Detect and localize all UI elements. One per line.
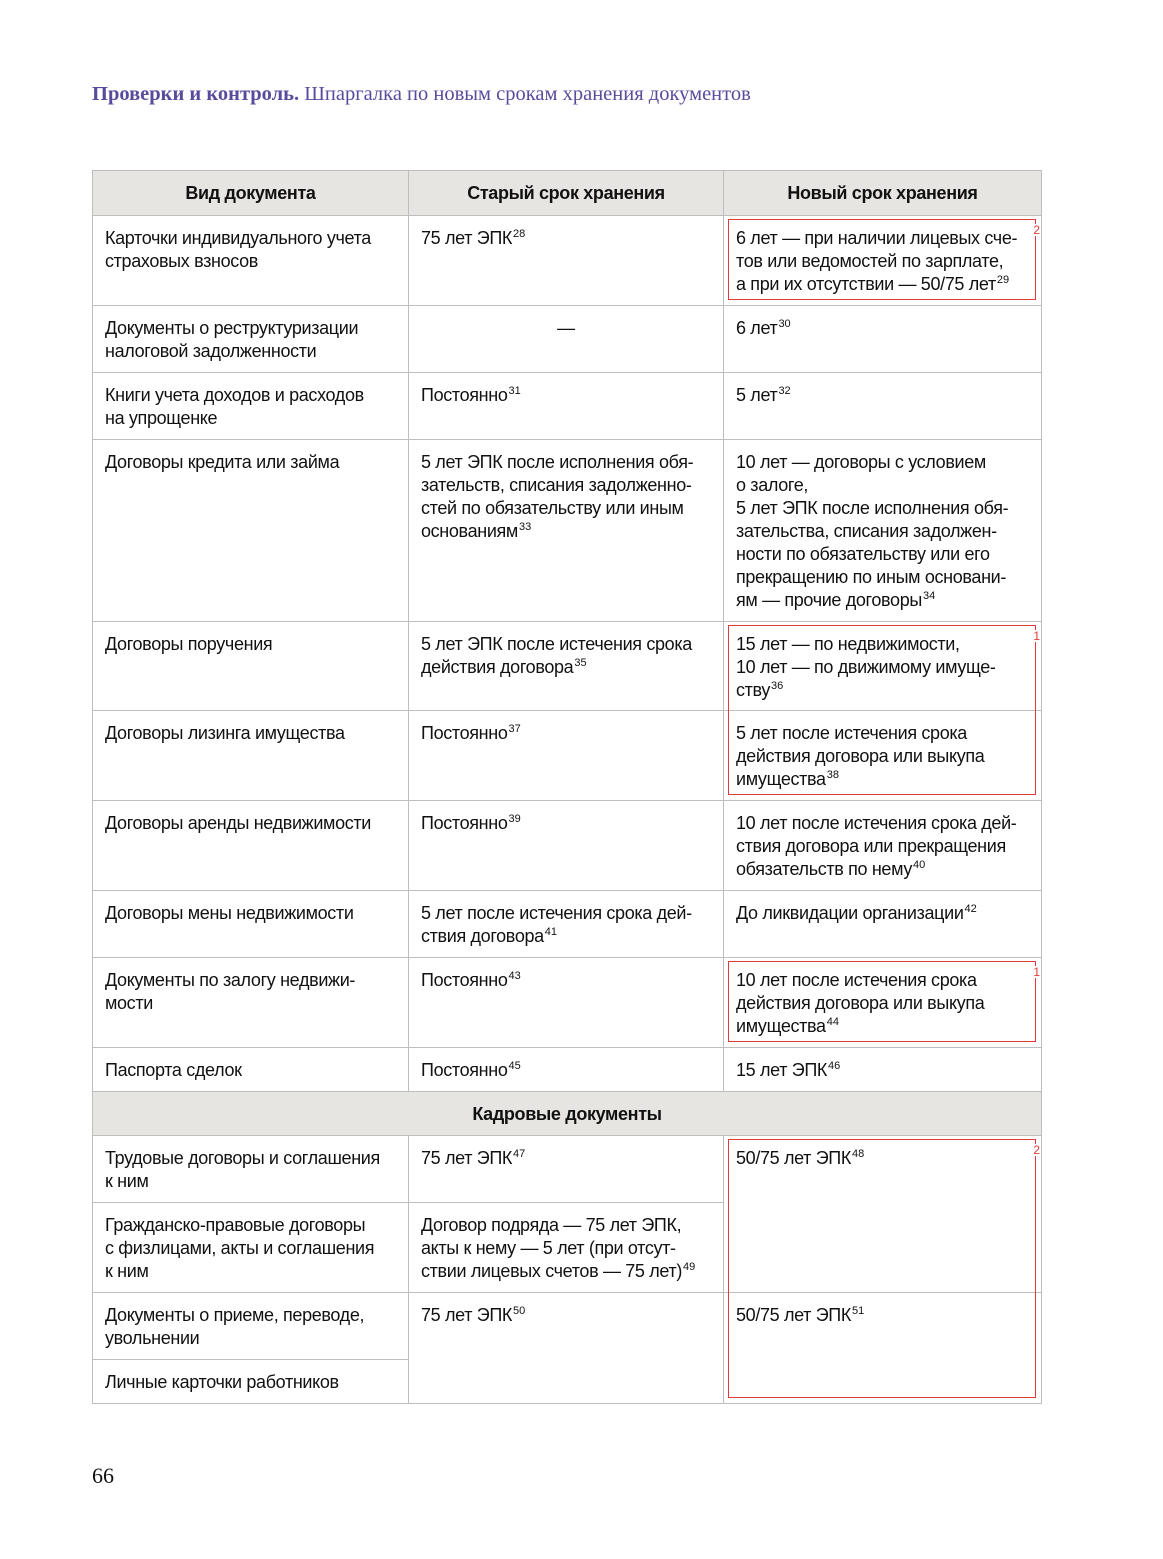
column-header: Вид документа [93, 171, 409, 216]
footnote-ref: 36 [771, 680, 784, 692]
old-term-text: Постоянно [421, 723, 508, 743]
old-term-text: Постоянно [421, 970, 508, 990]
new-term-text: До ликвидации организации [736, 903, 964, 923]
new-term-text: 50/75 лет ЭПК [736, 1305, 852, 1325]
footnote-ref: 39 [508, 813, 521, 825]
footnote-ref: 43 [508, 970, 521, 982]
footnote-ref: 40 [912, 859, 926, 871]
new-term-cell [724, 373, 1042, 440]
annotation-box [728, 1139, 1040, 1398]
doc-cell: Гражданско-правовые договоры с физлицами, акты и соглашения к ним [93, 1203, 409, 1293]
old-term-cell [409, 306, 724, 373]
page-header [92, 83, 751, 106]
table-row [93, 373, 1042, 440]
page-title: Шпаргалка по новым срокам хранения документов [304, 83, 751, 105]
doc-text: Договоры аренды недвижимости [105, 813, 371, 833]
doc-cell [93, 711, 409, 801]
table-row [93, 891, 1042, 958]
doc-text: Карточки индивидуального учета страховых взносов [105, 228, 371, 271]
doc-cell [93, 440, 409, 622]
new-term-text: 6 лет — при наличии лицевых сче- тов или ведомостей по зарплате, а при их отсутствии — 50/75 лет [736, 228, 1018, 294]
old-term-cell [409, 711, 724, 801]
old-term-cell [409, 1136, 724, 1203]
new-term-text: 10 лет после истечения срока дей- ствия договора или прекращения обязательств по нему [736, 813, 1017, 879]
doc-text: Документы о реструктуризации налоговой задолженности [105, 318, 359, 361]
annotation-label: 2 [1033, 223, 1040, 237]
annotation-box [728, 219, 1040, 300]
old-term-cell [409, 1203, 724, 1293]
annotation-label: 1 [1033, 629, 1040, 643]
footnote-ref: 51 [852, 1305, 865, 1317]
footnote-ref: 32 [778, 385, 791, 397]
old-term-cell [409, 801, 724, 891]
footnote-ref: 50 [513, 1305, 526, 1317]
footnote-ref: 34 [922, 590, 936, 602]
doc-cell [93, 216, 409, 306]
doc-cell [93, 801, 409, 891]
annotation-box [728, 961, 1040, 1042]
page-number: 66 [92, 1463, 114, 1488]
new-term-cell [724, 440, 1042, 622]
doc-text: Документы по залогу недвижи- мости [105, 970, 356, 1013]
doc-cell: Личные карточки работников [93, 1360, 409, 1404]
footnote-ref: 37 [508, 723, 521, 735]
section-name: Проверки и контроль. [92, 83, 300, 105]
table-row [93, 306, 1042, 373]
doc-cell [93, 306, 409, 373]
old-term-cell [409, 958, 724, 1048]
old-term-text: 75 лет ЭПК [421, 228, 513, 248]
new-term-text: 15 лет — по недвижимости, 10 лет — по движимому имуще- ству [736, 634, 996, 700]
footnote-ref: 48 [852, 1148, 865, 1160]
footnote-ref: 44 [826, 1016, 839, 1028]
doc-text: Книги учета доходов и расходов на упрощенке [105, 385, 364, 428]
section-row [93, 1092, 1042, 1136]
old-term-text: Договор подряда — 75 лет ЭПК, акты к нему — 5 лет (при отсут- ствии лицевых счетов — 75 лет) [421, 1215, 682, 1281]
section-heading: Кадровые документы [93, 1092, 1042, 1136]
doc-text: Договоры мены недвижимости [105, 903, 354, 923]
doc-cell [93, 622, 409, 711]
doc-cell: Трудовые договоры и соглашения к ним [93, 1136, 409, 1203]
doc-cell: Документы о приеме, переводе, увольнении [93, 1293, 409, 1360]
old-term-cell [409, 1048, 724, 1092]
new-term-cell [724, 801, 1042, 891]
table-row [93, 440, 1042, 622]
old-term-text: Постоянно [421, 813, 508, 833]
footnote-ref: 41 [544, 926, 558, 938]
new-term-text: 15 лет ЭПК [736, 1060, 828, 1080]
new-term-cell [724, 1048, 1042, 1092]
footnote-ref: 29 [996, 274, 1010, 286]
table-header-row [93, 171, 1042, 216]
old-term-cell [409, 622, 724, 711]
table-row [93, 801, 1042, 891]
footnote-ref: 46 [828, 1060, 841, 1072]
new-term-text: 5 лет [736, 385, 778, 405]
new-term-cell [724, 306, 1042, 373]
annotation-label: 2 [1033, 1143, 1040, 1157]
doc-text: Договоры лизинга имущества [105, 723, 345, 743]
doc-text: Паспорта сделок [105, 1060, 242, 1080]
doc-cell [93, 373, 409, 440]
footnote-ref: 47 [513, 1148, 526, 1160]
footnote-ref: 45 [508, 1060, 521, 1072]
old-term-text: 75 лет ЭПК [421, 1148, 513, 1168]
old-term-text: 5 лет ЭПК после истечения срока действия договора [421, 634, 692, 677]
old-term-text: 5 лет ЭПК после исполнения обя- зательств, списания задолженно- стей по обязательству или иным основаниям [421, 452, 694, 541]
annotation-label: 1 [1033, 965, 1040, 979]
new-term-text: 6 лет [736, 318, 778, 338]
doc-cell [93, 1048, 409, 1092]
new-term-text: 50/75 лет ЭПК [736, 1148, 852, 1168]
doc-cell [93, 958, 409, 1048]
footnote-ref: 42 [964, 903, 977, 915]
column-header: Старый срок хранения [409, 171, 724, 216]
doc-cell [93, 891, 409, 958]
column-header: Новый срок хранения [724, 171, 1042, 216]
table-row [93, 1048, 1042, 1092]
new-term-text: 10 лет — договоры с условием о залоге, 5 лет ЭПК после исполнения обя- зательства, списания задолжен- ности по обязательству или его прекращению по иным основани- ям — прочие договоры [736, 452, 1009, 610]
doc-text: Договоры поручения [105, 634, 273, 654]
old-term-cell [409, 891, 724, 958]
old-term-cell [409, 440, 724, 622]
footnote-ref: 49 [682, 1261, 696, 1273]
old-term-cell [409, 1293, 724, 1404]
doc-text: Договоры кредита или займа [105, 452, 340, 472]
old-term-text: Постоянно [421, 1060, 508, 1080]
footnote-ref: 38 [826, 769, 839, 781]
old-term-cell [409, 373, 724, 440]
footnote-ref: 31 [508, 385, 521, 397]
new-term-text: 10 лет после истечения срока действия договора или выкупа имущества [736, 970, 985, 1036]
footnote-ref: 30 [778, 318, 791, 330]
old-term-text: Постоянно [421, 385, 508, 405]
footnote-ref: 28 [513, 228, 526, 240]
footnote-ref: 35 [574, 657, 587, 669]
footnote-ref: 33 [518, 521, 532, 533]
new-term-cell [724, 891, 1042, 958]
old-term-text: 5 лет после истечения срока дей- ствия договора [421, 903, 692, 946]
new-term-text: 5 лет после истечения срока действия договора или выкупа имущества [736, 723, 985, 789]
annotation-box [728, 625, 1040, 795]
old-term-text: 75 лет ЭПК [421, 1305, 513, 1325]
old-term-cell [409, 216, 724, 306]
old-term-text: — [557, 318, 575, 338]
